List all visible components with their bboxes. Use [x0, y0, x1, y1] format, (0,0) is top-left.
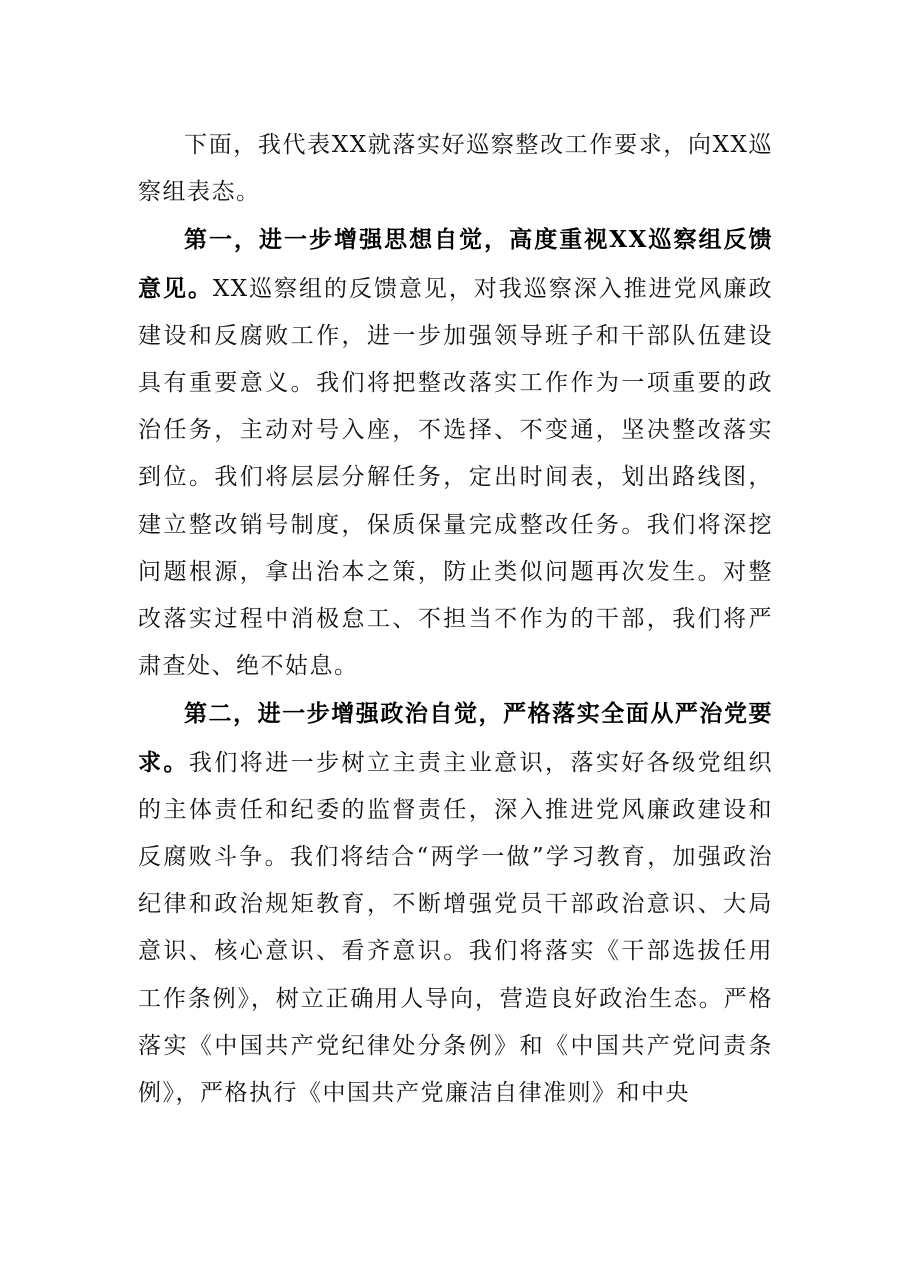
paragraph-first-text: XX巡察组的反馈意见，对我巡察深入推进党风廉政建设和反腐败工作，进一步加强领导班子和干部队伍建设具有重要意义。我们将把整改落实工作作为一项重要的政治任务，主动对号入座，不选择、不变通，坚决整改落实到位。我们将层层分解任务，定出时间表，划出路线图，建立整改销号制度，保质保量完成整改任务。我们将深挖问题根源，拿出治本之策，防止类似问题再次发生。对整改落实过程中消极怠工、不担当不作为的干部，我们将严肃查处、绝不姑息。: [138, 275, 773, 680]
paragraph-intro-text: 下面，我代表XX就落实好巡察整改工作要求，向XX巡察组表态。: [138, 132, 773, 206]
paragraph-second-text: 我们将进一步树立主责主业意识，落实好各级党组织的主体责任和纪委的监督责任，深入推进党风廉政建设和反腐败斗争。我们将结合“两学一做”学习教育，加强政治纪律和政治规矩教育，不断增强党员干部政治意识、大局意识、核心意识、看齐意识。我们将落实《干部选拔任用工作条例》，树立正确用人导向，营造良好政治生态。严格落实《中国共产党纪律处分条例》和《中国共产党问责条例》，严格执行《中国共产党廉洁自律准则》和中央: [138, 749, 773, 1107]
paragraph-first-lead: 第一，进一步增强思想自觉，高度重视XX巡察组反馈意见。: [138, 226, 773, 302]
paragraph-intro: [138, 121, 773, 216]
document-body: [138, 121, 773, 1117]
paragraph-first: [138, 216, 773, 690]
paragraph-second-lead: 第二，进一步增强政治自觉，严格落实全面从严治党要求。: [138, 700, 773, 776]
paragraph-second: [138, 690, 773, 1117]
